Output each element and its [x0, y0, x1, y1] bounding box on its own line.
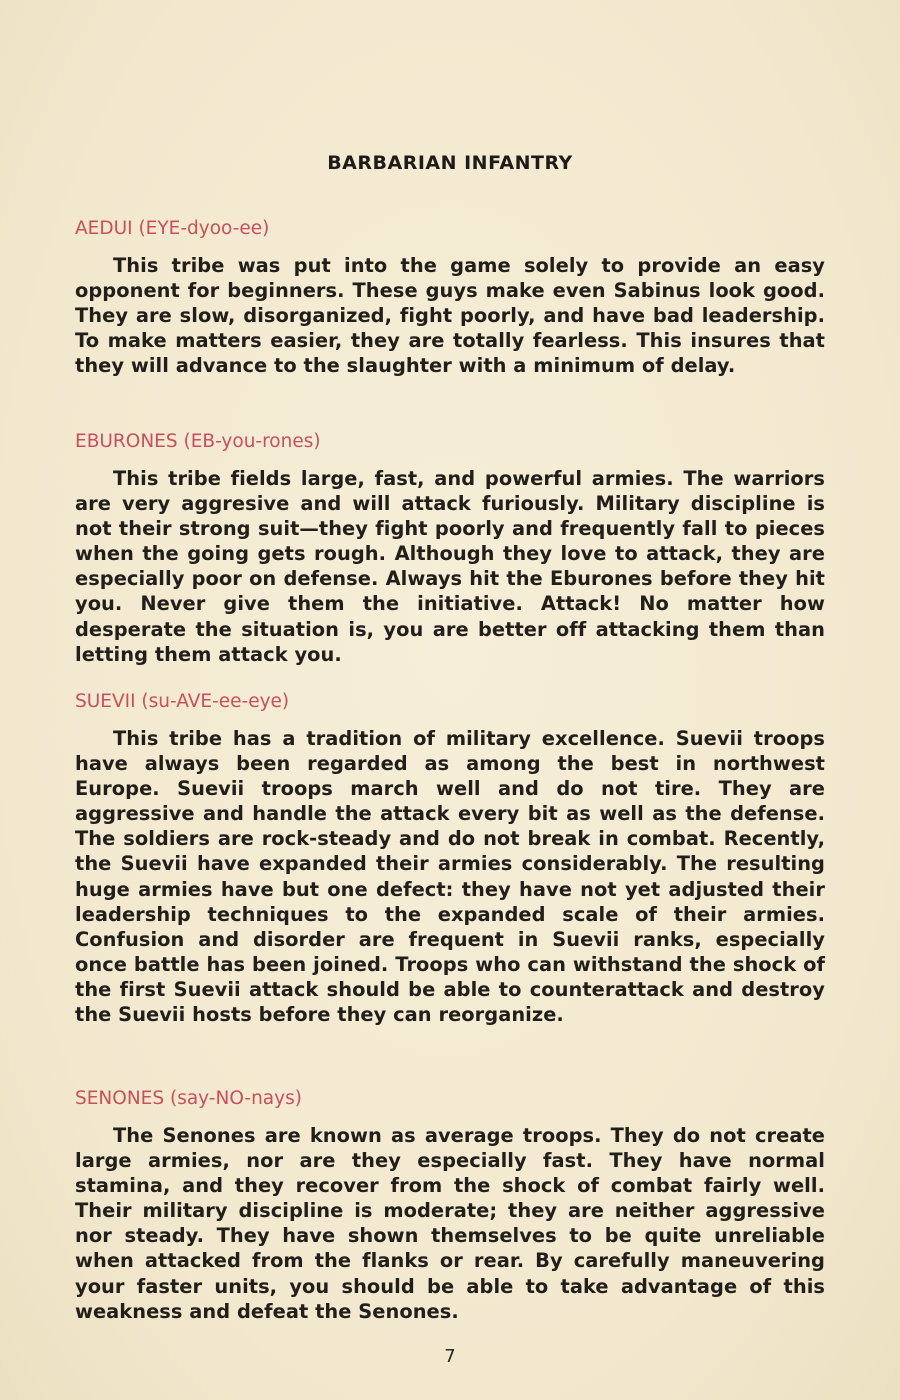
section-heading-aedui: AEDUI (EYE-dyoo-ee) — [75, 218, 270, 239]
section-body-suevii: This tribe has a tradition of military excellence. Suevii troops have always been regarded as among the best in northwest Europe. Suevii troops march well and do not tire. They are aggressive and handle the attack every bit as well as the defense. The soldiers are rock-steady and do not break in combat. Recently, the Suevii have expanded their armies considerably. The resulting huge armies have but one defect: they have not yet adjusted their leadership techniques to the expanded scale of their armies. Confusion and disorder are frequent in Suevii ranks, especially once battle has been joined. Troops who can withstand the shock of the first Suevii attack should be able to counterattack and destroy the Suevii hosts before they can reorganize. — [75, 727, 825, 1027]
section-senones — [75, 1086, 825, 1324]
section-heading-eburones: EBURONES (EB-you-rones) — [75, 431, 321, 452]
section-body-senones: The Senones are known as average troops. They do not create large armies, nor are they especially fast. They have normal stamina, and they recover from the shock of combat fairly well. Their military discipline is moderate; they are neither aggressive nor steady. They have shown themselves to be quite unreliable when attacked from the flanks or rear. By carefully maneuvering your faster units, you should be able to take advantage of this weakness and defeat the Senones. — [75, 1124, 825, 1323]
page-number: 7 — [444, 1346, 456, 1367]
section-heading-suevii: SUEVII (su-AVE-ee-eye) — [75, 691, 290, 712]
section-body-aedui: This tribe was put into the game solely to provide an easy opponent for beginners. These guys make even Sabinus look good. They are slow, disorganized, fight poorly, and have bad leadership. To make matters easier, they are totally fearless. This insures that they will advance to the slaughter with a minimum of delay. — [75, 254, 825, 378]
page-title: BARBARIAN INFANTRY — [327, 152, 573, 174]
section-body-eburones: This tribe fields large, fast, and powerful armies. The warriors are very aggresive and will attack furiously. Military discipline is not their strong suit—they fight poorly and frequently fall to pieces when the going gets rough. Although they love to attack, they are especially poor on defense. Always hit the Eburones before they hit you. Never give them the initiative. Attack! No matter how desperate the situation is, you are better off attacking them than letting them attack you. — [75, 467, 825, 666]
section-suevii — [75, 689, 825, 1027]
section-heading-senones: SENONES (say-NO-nays) — [75, 1088, 302, 1109]
section-eburones — [75, 429, 825, 667]
section-aedui — [75, 216, 825, 378]
